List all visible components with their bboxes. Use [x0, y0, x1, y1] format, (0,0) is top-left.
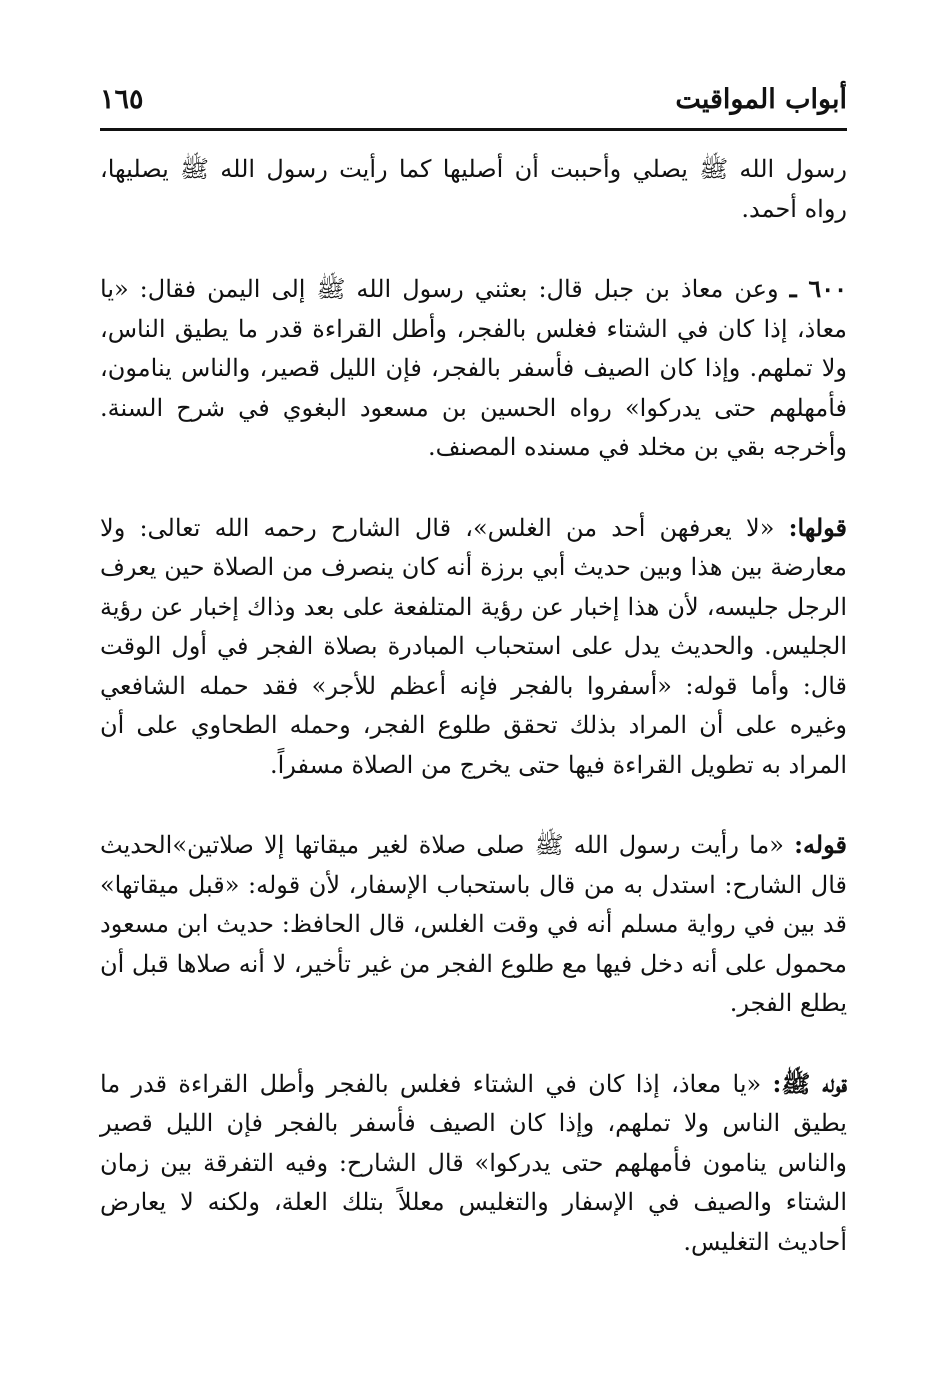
- paragraph: [100, 150, 847, 229]
- paragraph-lead: قولها:: [788, 512, 847, 542]
- paragraph-text: «يا معاذ، إذا كان في الشتاء فغلس بالفجر وأطل القراءة قدر ما يطيق الناس ولا تملهم، وإذا كان الصيف فأسفر بالفجر فإن الليل قصير والناس ينامون فأمهلهم حتى يدركوا» قال الشارح: وفيه التفرقة بين زمان الشتاء والصيف في الإسفار والتغليس معللاً بتلك العلة، ولكنه لا يعارض أحاديث التغليس.: [100, 1069, 847, 1256]
- paragraph-text: «لا يعرفهن أحد من الغلس»، قال الشارح رحمه الله تعالى: ولا معارضة بين هذا وبين حديث أبي برزة أنه كان ينصرف من الصلاة حين يعرف الرجل جليسه، لأن هذا إخبار عن رؤية المتلفعة على بعد وذاك إخبار عن رؤية الجليس. والحديث يدل على استحباب المبادرة بصلاة الفجر في أول الوقت قال: وأما قوله: «أسفروا بالفجر فإنه أعظم للأجر» فقد حمله الشافعي وغيره على أن المراد بذلك تحقق طلوع الفجر، وحمله الطحاوي على أن المراد به تطويل القراءة فيها حتى يخرج من الصلاة مسفراً.: [100, 513, 847, 779]
- page-header: [100, 78, 847, 131]
- paragraph-lead: قوله ﷺ:: [772, 1068, 847, 1098]
- paragraph-lead: قوله:: [794, 830, 847, 859]
- paragraph: [100, 269, 847, 468]
- paragraph: [100, 508, 847, 786]
- paragraph-text: «ما رأيت رسول الله ﷺ صلى صلاة لغير ميقاتها إلا صلاتين»الحديث قال الشارح: استدل به من قال باستحباب الإسفار، لأن قوله: «قبل ميقاتها» قد بين في رواية مسلم أنه في وقت الغلس، قال الحافظ: حديث ابن مسعود محمول على أنه دخل فيها مع طلوع الفجر من غير تأخير، لا أنه صلاها قبل أن يطلع الفجر.: [100, 831, 848, 1017]
- paragraph: [100, 1064, 847, 1263]
- paragraph: [100, 825, 847, 1024]
- paragraph-text: رسول الله ﷺ يصلي وأحببت أن أصليها كما رأيت رسول الله ﷺ يصليها، رواه أحمد.: [100, 155, 847, 223]
- hadith-number: ٦٠٠ ـ: [789, 274, 847, 303]
- chapter-title: أبواب المواقيت: [675, 84, 847, 115]
- paragraph-text: وعن معاذ بن جبل قال: بعثني رسول الله ﷺ إلى اليمن فقال: «يا معاذ، إذا كان في الشتاء فغلس بالفجر، وأطل القراءة قدر ما يطيق الناس، ولا تملهم. وإذا كان الصيف فأسفر بالفجر، فإن الليل قصير، والناس ينامون، فأمهلهم حتى يدركوا» رواه الحسين بن مسعود البغوي في شرح السنة. وأخرجه بقي بن مخلد في مسنده المصنف.: [100, 275, 848, 461]
- page-number: ١٦٥: [100, 84, 144, 115]
- page-body: [100, 150, 847, 1302]
